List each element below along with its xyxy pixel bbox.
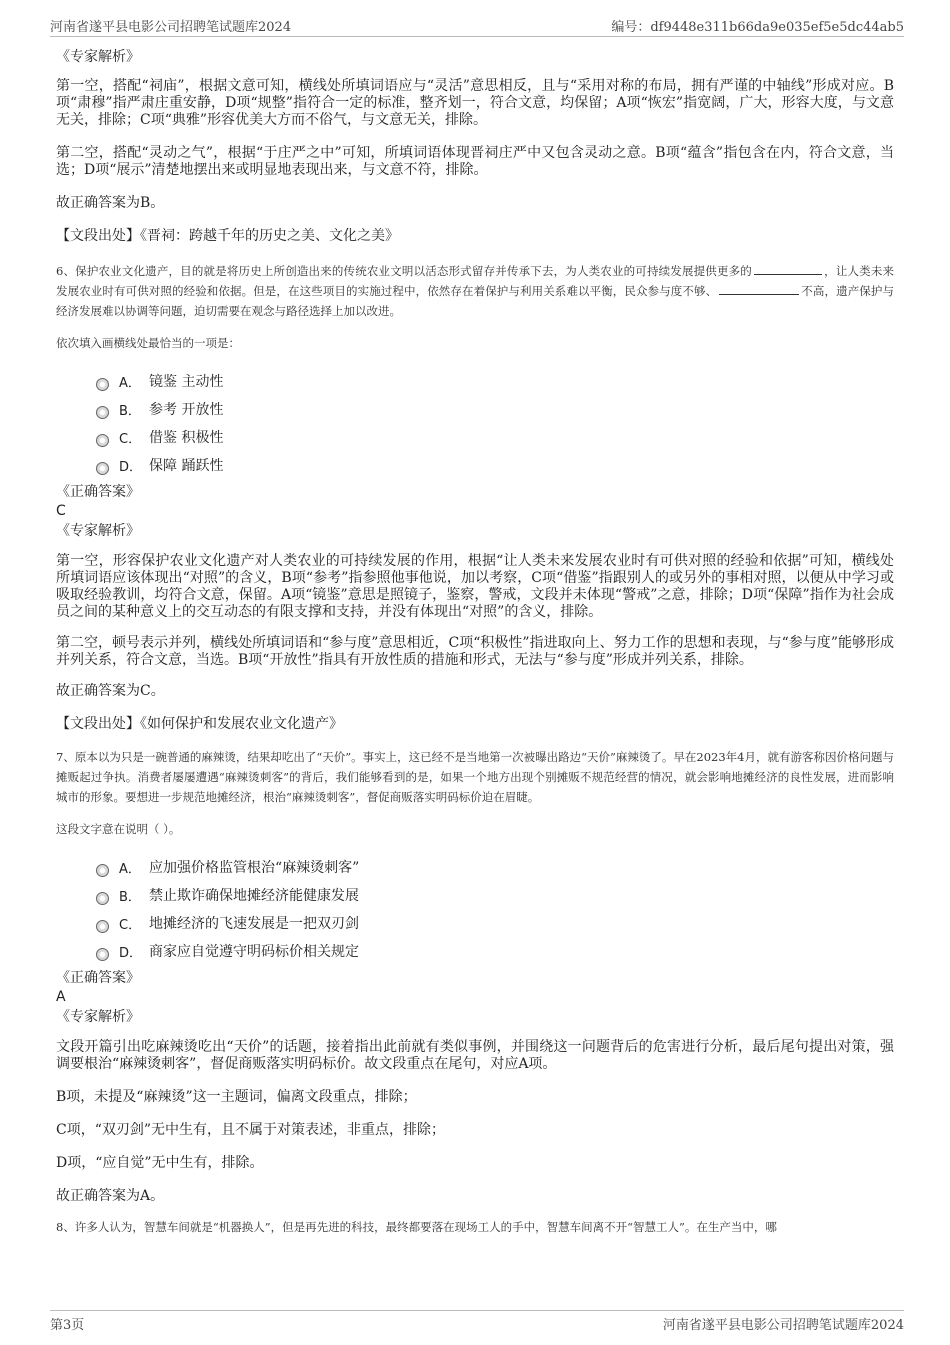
q5-conclusion: 故正确答案为B。 — [56, 195, 165, 211]
q7-expert-label: 《专家解析》 — [56, 1009, 140, 1025]
radio-icon[interactable] — [96, 892, 109, 905]
q7-option-c[interactable]: C． 地摊经济的飞速发展是一把双刃剑 — [56, 909, 894, 937]
q7-answer-label: 《正确答案》 — [56, 970, 140, 986]
q7-analysis-para1: 文段开篇引出吃麻辣烫吃出“天价”的话题，接着指出此前就有类似事例，并围绕这一问题背后的危害进行分析，最后尾句提出对策，强调要根治“麻辣烫刺客”，督促商贩落实明码标价。故文段重点在尾句，对应A项。 — [56, 1039, 894, 1072]
q7-analysis-para2: B项，未提及“麻辣烫”这一主题词，偏离文段重点，排除； — [56, 1089, 417, 1105]
q5-expert-label: 《专家解析》 — [56, 49, 140, 65]
radio-icon[interactable] — [96, 378, 109, 391]
q5-analysis-para2: 第二空，搭配“灵动之气”，根据“于庄严之中”可知，所填词语体现晋祠庄严中又包含灵动之意。B项“蕴含”指包含在内，符合文意，当选；D项“展示”清楚地摆出来或明显地表现出来，与文意不符，排除。 — [56, 145, 894, 178]
page-content — [56, 46, 894, 1237]
q7-options — [56, 853, 894, 965]
q6-options — [56, 367, 894, 479]
q6-blank-1 — [754, 263, 822, 275]
radio-icon[interactable] — [96, 864, 109, 877]
q6-source: 【文段出处】《如何保护和发展农业文化遗产》 — [56, 716, 343, 732]
q6-stem — [56, 261, 894, 321]
q6-analysis-para1: 第一空，形容保护农业文化遗产对人类农业的可持续发展的作用，根据“让人类未来发展农业时有可供对照的经验和依据”可知，横线处所填词语应该体现出“对照”的含义，B项“参考”指参照他事他说，加以考察，C项“借鉴”指跟别人的或另外的事相对照，以便从中学习或吸取经验教训，均符合文意，保留。A项“镜鉴”意思是照镜子，鉴察，警戒，文段并未体现“警戒”之意，排除；D项“保障”指作为社会成员之间的某种意义上的交互动态的有限支撑和支持，并没有体现出“对照”的含义，排除。 — [56, 553, 894, 620]
q7-option-d[interactable]: D． 商家应自觉遵守明码标价相关规定 — [56, 937, 894, 965]
q7-analysis-para4: D项，“应自觉”无中生有，排除。 — [56, 1155, 264, 1171]
page-footer — [50, 1310, 904, 1333]
q7-stem: 7、原本以为只是一碗普通的麻辣烫，结果却吃出了“天价”。事实上，这已经不是当地第一次被曝出路边“天价”麻辣烫了。早在2023年4月，就有游客称因价格问题与摊贩起过争执。消费者屡屡遭遇“麻辣烫刺客”的背后，我们能够看到的是，如果一个地方出现个别摊贩不规范经营的情况，就会影响地摊经济的良性发展，进而影响城市的形象。要想进一步规范地摊经济，根治“麻辣烫刺客”，督促商贩落实明码标价迫在眉睫。 — [56, 750, 894, 804]
q6-answer-label: 《正确答案》 — [56, 484, 140, 500]
header-doc-id: 编号：df9448e311b66da9e035ef5e5dc44ab5 — [611, 20, 904, 35]
q6-prompt: 依次填入画横线处最恰当的一项是： — [56, 336, 240, 350]
q6-option-a[interactable]: A． 镜鉴 主动性 — [56, 367, 894, 395]
q5-source: 【文段出处】《晋祠：跨越千年的历史之美、文化之美》 — [56, 228, 399, 244]
q6-analysis-para2: 第二空，顿号表示并列，横线处所填词语和“参与度”意思相近，C项“积极性”指进取向上、努力工作的思想和表现，与“参与度”能够形成并列关系，符合文意，当选。B项“开放性”指具有开放性质的措施和形式，无法与“参与度”形成并列关系，排除。 — [56, 635, 894, 668]
q6-stem-part1: 6、保护农业文化遗产，目的就是将历史上所创造出来的传统农业文明以活态形式留存并传承下去，为人类农业的可持续发展提供更多的 — [56, 264, 752, 278]
q7-option-b[interactable]: B． 禁止欺诈确保地摊经济能健康发展 — [56, 881, 894, 909]
q7-answer: A — [56, 989, 66, 1005]
q6-stem-part2: ，让人类未来发展农业时有可供对照的经验和依据。但是，在这些项目的实施过程中，依然存在着保护与利用关系难以平衡，民众参与度不够、 — [56, 264, 895, 298]
q5-analysis-para1: 第一空，搭配“祠庙”，根据文意可知，横线处所填词语应与“灵活”意思相反，且与“采用对称的布局，拥有严谨的中轴线”形成对应。B项“肃穆”指严肃庄重安静，D项“规整”指符合一定的标准，整齐划一，符合文意，均保留；A项“恢宏”指宽阔，广大，形容大度，与文意无关，排除；C项“典雅”形容优美大方而不俗气，与文意无关，排除。 — [56, 78, 894, 128]
radio-icon[interactable] — [96, 948, 109, 961]
radio-icon[interactable] — [96, 406, 109, 419]
radio-icon[interactable] — [96, 920, 109, 933]
footer-doc-title: 河南省遂平县电影公司招聘笔试题库2024 — [662, 1318, 904, 1333]
q6-option-c[interactable]: C． 借鉴 积极性 — [56, 423, 894, 451]
q6-option-b[interactable]: B． 参考 开放性 — [56, 395, 894, 423]
q6-option-d[interactable]: D． 保障 踊跃性 — [56, 451, 894, 479]
radio-icon[interactable] — [96, 434, 109, 447]
q6-stem-part3: 不高，遗产保护与经济发展难以协调等问题，迫切需要在观念与路径选择上加以改进。 — [56, 284, 895, 318]
q6-answer: C — [56, 503, 66, 519]
q6-expert-label: 《专家解析》 — [56, 523, 140, 539]
q7-analysis-para3: C项，“双刃剑”无中生有，且不属于对策表述，非重点，排除； — [56, 1122, 446, 1138]
q7-option-a[interactable]: A． 应加强价格监管根治“麻辣烫刺客” — [56, 853, 894, 881]
q6-conclusion: 故正确答案为C。 — [56, 683, 165, 699]
page-header — [50, 16, 904, 37]
header-doc-title: 河南省遂平县电影公司招聘笔试题库2024 — [50, 20, 292, 35]
q7-conclusion: 故正确答案为A。 — [56, 1188, 165, 1204]
q6-blank-2 — [719, 283, 799, 295]
q7-prompt: 这段文字意在说明（ ）。 — [56, 822, 181, 836]
q8-stem: 8、许多人认为，智慧车间就是“机器换人”，但是再先进的科技，最终都要落在现场工人的手中，智慧车间离不开“智慧工人”。在生产当中，哪 — [56, 1220, 777, 1234]
footer-page-number: 第3页 — [50, 1318, 85, 1333]
radio-icon[interactable] — [96, 462, 109, 475]
